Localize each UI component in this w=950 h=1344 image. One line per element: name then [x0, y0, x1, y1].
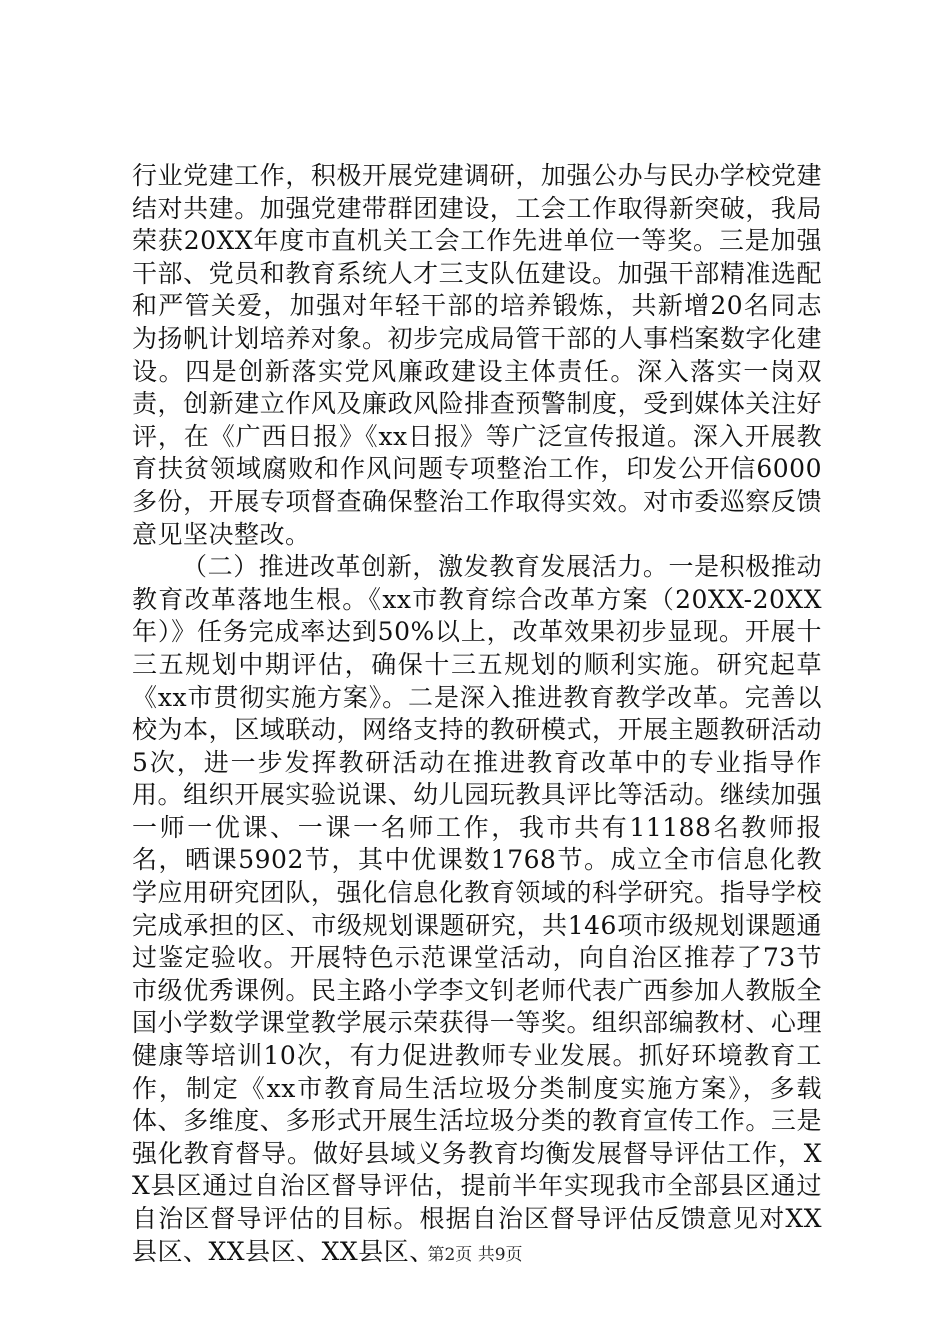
page-footer — [0, 1240, 950, 1265]
page-number: 第2页 共9页 — [427, 1245, 523, 1265]
paragraph-party-building: 行业党建工作，积极开展党建调研，加强公办与民办学校党建结对共建。加强党建带群团建设，工会工作取得新突破，我局荣获20XX年度市直机关工会工作先进单位一等奖。三是加强干部、党员和教育系统人才三支队伍建设。加强干部精准选配和严管关爱，加强对年轻干部的培养锻炼，共新增20名同志为扬帆计划培养对象。初步完成局管干部的人事档案数字化建设。四是创新落实党风廉政建设主体责任。深入落实一岗双责，创新建立作风及廉政风险排查预警制度，受到媒体关注好评，在《广西日报》《xx日报》等广泛宣传报道。深入开展教育扶贫领域腐败和作风问题专项整治工作，印发公开信6000多份，开展专项督查确保整治工作取得实效。对市委巡察反馈意见坚决整改。 — [132, 161, 822, 549]
document-body — [132, 160, 822, 1268]
paragraph-reform-innovation: （二）推进改革创新，激发教育发展活力。一是积极推动教育改革落地生根。《xx市教育综合改革方案（20XX-20XX年）》任务完成率达到50%以上，改革效果初步显现。开展十三五规划中期评估，确保十三五规划的顺利实施。研究起草《xx市贯彻实施方案》。二是深入推进教育教学改革。完善以校为本，区域联动，网络支持的教研模式，开展主题教研活动5次，进一步发挥教研活动在推进教育改革中的专业指导作用。组织开展实验说课、幼儿园玩教具评比等活动。继续加强一师一优课、一课一名师工作，我市共有11188名教师报名，晒课5902节，其中优课数1768节。成立全市信息化教学应用研究团队，强化信息化教育领域的科学研究。指导学校完成承担的区、市级规划课题研究，共146项市级规划课题通过鉴定验收。开展特色示范课堂活动，向自治区推荐了73节市级优秀课例。民主路小学李文钊老师代表广西参加人教版全国小学数学课堂教学展示荣获得一等奖。组织部编教材、心理健康等培训10次，有力促进教师专业发展。抓好环境教育工作，制定《xx市教育局生活垃圾分类制度实施方案》，多载体、多维度、多形式开展生活垃圾分类的教育宣传工作。三是强化教育督导。做好县域义务教育均衡发展督导评估工作，XX县区通过自治区督导评估，提前半年实现我市全部县区通过自治区督导评估的目标。根据自治区督导评估反馈意见对XX县区、XX县区、XX县区、 — [132, 552, 822, 1266]
